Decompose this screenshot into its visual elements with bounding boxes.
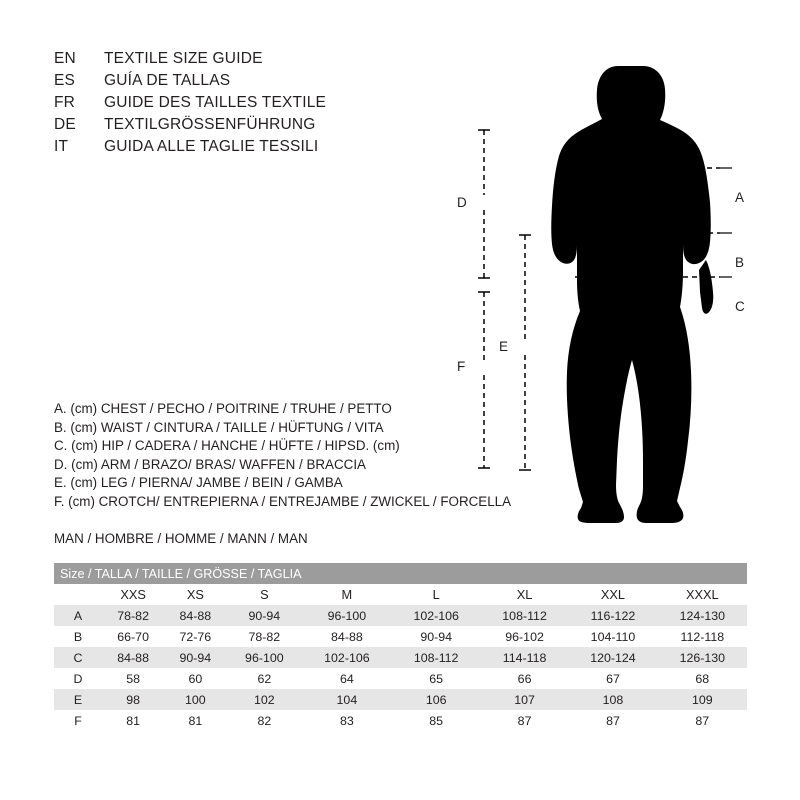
title-lang-en: EN: [54, 50, 76, 67]
cell-d-m: 64: [302, 668, 391, 689]
cell-b-xxl: 104-110: [568, 626, 657, 647]
legend-item-f: F. (cm) CROTCH/ ENTREPIERNA / ENTREJAMBE / ZWICKEL / FORCELLA: [54, 493, 512, 509]
cell-c-xxl: 120-124: [568, 647, 657, 668]
cell-e-xxxl: 109: [658, 689, 747, 710]
cell-d-xxs: 58: [102, 668, 164, 689]
cell-a-xxs: 78-82: [102, 605, 164, 626]
cell-a-l: 102-106: [392, 605, 481, 626]
cell-a-xxxl: 124-130: [658, 605, 747, 626]
title-text-de: TEXTILGRÖSSENFÜHRUNG: [104, 116, 316, 133]
cell-d-xs: 60: [164, 668, 226, 689]
cell-b-xl: 96-102: [481, 626, 568, 647]
cell-b-xxxl: 112-118: [658, 626, 747, 647]
cell-a-xs: 84-88: [164, 605, 226, 626]
callout-letter-a: A: [735, 190, 745, 205]
cell-c-s: 96-100: [226, 647, 302, 668]
col-header-0: [54, 584, 102, 605]
cell-e-xxl: 108: [568, 689, 657, 710]
table-row: [54, 710, 747, 731]
table-row: [54, 668, 747, 689]
callout-letter-c: C: [735, 299, 745, 314]
row-label-f: F: [54, 710, 102, 731]
cell-b-s: 78-82: [226, 626, 302, 647]
title-lang-it: IT: [54, 138, 69, 155]
cell-e-m: 104: [302, 689, 391, 710]
legend-item-d: D. (cm) ARM / BRAZO/ BRAS/ WAFFEN / BRACCIA: [54, 456, 366, 472]
callout-d: [478, 130, 490, 278]
cell-e-xl: 107: [481, 689, 568, 710]
row-label-e: E: [54, 689, 102, 710]
callout-e: [519, 235, 531, 470]
cell-a-s: 90-94: [226, 605, 302, 626]
cell-b-l: 90-94: [392, 626, 481, 647]
title-lang-fr: FR: [54, 94, 76, 111]
legend-item-b: B. (cm) WAIST / CINTURA / TAILLE / HÜFTUNG / VITA: [54, 419, 384, 435]
cell-e-xs: 100: [164, 689, 226, 710]
cell-f-s: 82: [226, 710, 302, 731]
cell-c-m: 102-106: [302, 647, 391, 668]
col-header-xs: XS: [164, 584, 226, 605]
title-row-de: [54, 116, 474, 138]
col-header-xl: XL: [481, 584, 568, 605]
legend-item-c: C. (cm) HIP / CADERA / HANCHE / HÜFTE / HIPSD. (cm): [54, 438, 400, 454]
legend-item-a: A. (cm) CHEST / PECHO / POITRINE / TRUHE / PETTO: [54, 401, 392, 416]
cell-e-s: 102: [226, 689, 302, 710]
row-label-d: D: [54, 668, 102, 689]
table-row: [54, 647, 747, 668]
cell-b-m: 84-88: [302, 626, 391, 647]
col-header-xxl: XXL: [568, 584, 657, 605]
cell-d-xxxl: 68: [658, 668, 747, 689]
title-row-fr: [54, 94, 474, 116]
cell-c-xs: 90-94: [164, 647, 226, 668]
cell-c-xxxl: 126-130: [658, 647, 747, 668]
cell-a-xl: 108-112: [481, 605, 568, 626]
title-text-it: GUIDA ALLE TAGLIE TESSILI: [104, 138, 319, 155]
title-lang-de: DE: [54, 116, 76, 133]
col-header-m: M: [302, 584, 391, 605]
cell-d-l: 65: [392, 668, 481, 689]
cell-d-xl: 66: [481, 668, 568, 689]
callout-letter-f: F: [457, 359, 466, 374]
cell-b-xxs: 66-70: [102, 626, 164, 647]
table-row: [54, 689, 747, 710]
cell-f-xl: 87: [481, 710, 568, 731]
title-row-en: [54, 50, 474, 72]
row-label-a: A: [54, 605, 102, 626]
title-text-fr: GUIDE DES TAILLES TEXTILE: [104, 94, 327, 111]
table-caption-row: [54, 563, 747, 584]
title-row-es: [54, 72, 474, 94]
callout-letter-e: E: [499, 339, 509, 354]
col-header-s: S: [226, 584, 302, 605]
cell-f-m: 83: [302, 710, 391, 731]
col-header-xxs: XXS: [102, 584, 164, 605]
callout-letter-d: D: [457, 195, 467, 210]
row-label-c: C: [54, 647, 102, 668]
callout-f: [478, 292, 490, 468]
cell-a-xxl: 116-122: [568, 605, 657, 626]
title-text-es: GUÍA DE TALLAS: [104, 72, 231, 89]
size-table-wrap: [54, 563, 747, 731]
cell-e-l: 106: [392, 689, 481, 710]
cell-d-s: 62: [226, 668, 302, 689]
cell-c-xxs: 84-88: [102, 647, 164, 668]
gender-label: MAN / HOMBRE / HOMME / MANN / MAN: [54, 531, 308, 546]
title-lang-es: ES: [54, 72, 76, 89]
cell-f-l: 85: [392, 710, 481, 731]
cell-d-xxl: 67: [568, 668, 657, 689]
col-header-l: L: [392, 584, 481, 605]
title-block: [54, 50, 474, 160]
cell-f-xxs: 81: [102, 710, 164, 731]
callout-letter-b: B: [735, 255, 745, 270]
cell-f-xxxl: 87: [658, 710, 747, 731]
man-silhouette: [551, 66, 713, 523]
cell-a-m: 96-100: [302, 605, 391, 626]
table-caption: Size / TALLA / TAILLE / GRÖSSE / TAGLIA: [54, 563, 747, 584]
row-label-b: B: [54, 626, 102, 647]
title-text-en: TEXTILE SIZE GUIDE: [104, 50, 263, 67]
table-row: [54, 605, 747, 626]
cell-c-l: 108-112: [392, 647, 481, 668]
cell-f-xs: 81: [164, 710, 226, 731]
col-header-xxxl: XXXL: [658, 584, 747, 605]
legend-item-e: E. (cm) LEG / PIERNA/ JAMBE / BEIN / GAMBA: [54, 475, 343, 491]
table-header-row: [54, 584, 747, 605]
body-diagram: [420, 30, 790, 550]
size-table: [54, 563, 747, 731]
cell-e-xxs: 98: [102, 689, 164, 710]
cell-b-xs: 72-76: [164, 626, 226, 647]
title-row-it: [54, 138, 474, 160]
cell-f-xxl: 87: [568, 710, 657, 731]
cell-c-xl: 114-118: [481, 647, 568, 668]
table-row: [54, 626, 747, 647]
